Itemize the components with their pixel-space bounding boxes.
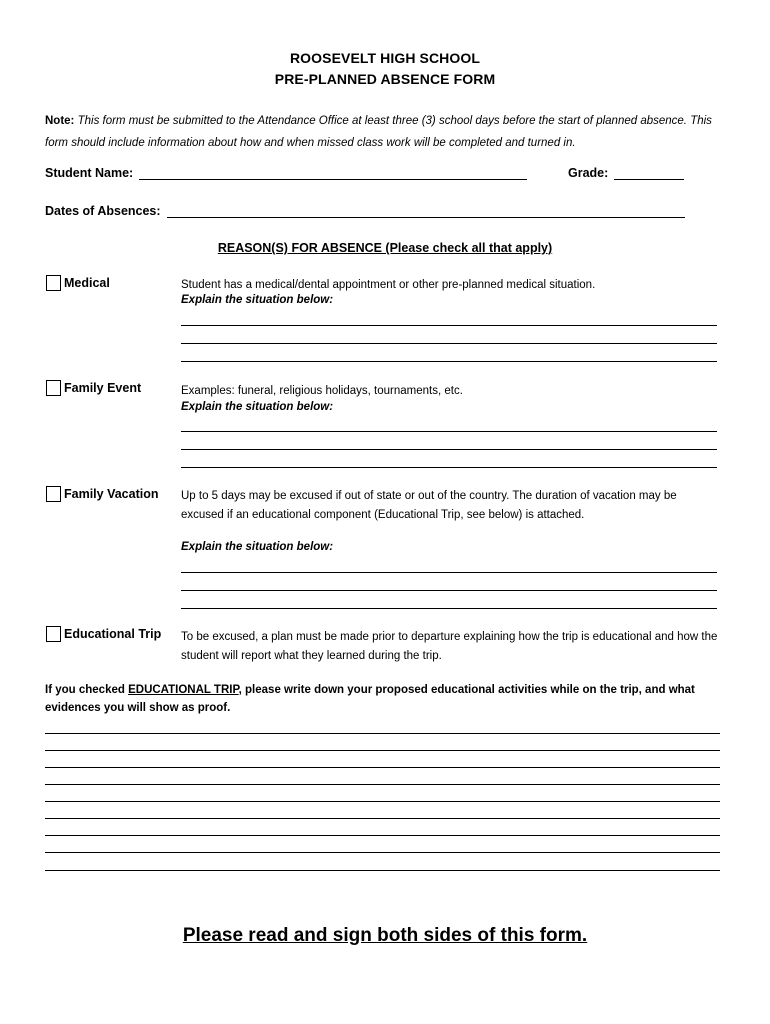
medical-description: Student has a medical/dental appointment or other pre-planned medical situation. <box>181 279 596 291</box>
medical-explain-line[interactable] <box>181 361 717 362</box>
note-label: Note: <box>45 115 75 127</box>
grade-field <box>568 166 684 180</box>
proof-line[interactable] <box>45 767 720 768</box>
family-event-explain-line[interactable] <box>181 431 717 432</box>
form-title: PRE-PLANNED ABSENCE FORM <box>274 71 496 87</box>
family-vacation-explain-line[interactable] <box>181 590 717 591</box>
edu-prompt-prefix: If you checked <box>45 684 129 696</box>
reason-family-event <box>46 380 141 396</box>
proof-line[interactable] <box>45 784 720 785</box>
educational-trip-description: To be excused, a plan must be made prior to departure explaining how the trip is educational and how the student will report what they learned during the trip. <box>181 631 718 662</box>
proof-line[interactable] <box>45 852 720 853</box>
family-vacation-explain-line[interactable] <box>181 608 717 609</box>
family-event-explain-label: Explain the situation below: <box>181 401 334 413</box>
proof-line[interactable] <box>45 835 720 836</box>
medical-checkbox[interactable] <box>46 275 61 291</box>
medical-explain-line[interactable] <box>181 325 717 326</box>
student-name-label: Student Name: <box>45 166 134 180</box>
family-event-label: Family Event <box>64 381 142 395</box>
student-name-field <box>45 166 527 180</box>
reason-educational-trip <box>46 626 161 642</box>
proof-line[interactable] <box>45 818 720 819</box>
family-vacation-explain-line[interactable] <box>181 572 717 573</box>
reason-medical <box>46 275 110 291</box>
family-event-explain-line[interactable] <box>181 467 717 468</box>
reasons-title: REASON(S) FOR ABSENCE (Please check all that apply) <box>217 241 553 255</box>
family-vacation-description: Up to 5 days may be excused if out of state or out of the country. The duration of vacation may be excused if an educational component (Educational Trip, see below) is attached. <box>181 490 677 521</box>
edu-prompt-emphasis: EDUCATIONAL TRIP <box>128 684 239 696</box>
proof-line[interactable] <box>45 733 720 734</box>
proof-line[interactable] <box>45 870 720 871</box>
medical-explain-line[interactable] <box>181 343 717 344</box>
student-name-input[interactable] <box>139 167 527 180</box>
family-event-explain-line[interactable] <box>181 449 717 450</box>
family-vacation-explain-label: Explain the situation below: <box>181 541 334 553</box>
medical-explain-label: Explain the situation below: <box>181 294 334 306</box>
dates-label: Dates of Absences: <box>45 204 161 218</box>
proof-line[interactable] <box>45 750 720 751</box>
family-vacation-label: Family Vacation <box>64 487 159 501</box>
family-event-description: Examples: funeral, religious holidays, tournaments, etc. <box>181 385 463 397</box>
dates-input[interactable] <box>167 205 685 218</box>
edu-prompt-suffix: , please write down your proposed educational activities while on the trip, and what evidences you will show as proof. <box>45 684 695 714</box>
school-name: ROOSEVELT HIGH SCHOOL <box>289 50 481 66</box>
footer-instruction: Please read and sign both sides of this form. <box>182 925 588 946</box>
grade-input[interactable] <box>614 167 684 180</box>
reason-family-vacation <box>46 486 158 502</box>
note-text: This form must be submitted to the Attendance Office at least three (3) school days before the start of planned absence. This form should include information about how and when missed class work will be completed and turned in. <box>45 115 712 149</box>
grade-label: Grade: <box>568 166 609 180</box>
educational-trip-label: Educational Trip <box>64 627 162 641</box>
note-paragraph <box>45 110 735 154</box>
dates-field <box>45 204 685 218</box>
educational-trip-checkbox[interactable] <box>46 626 61 642</box>
educational-trip-prompt <box>45 681 725 717</box>
family-event-checkbox[interactable] <box>46 380 61 396</box>
proof-line[interactable] <box>45 801 720 802</box>
medical-label: Medical <box>64 276 110 290</box>
family-vacation-checkbox[interactable] <box>46 486 61 502</box>
